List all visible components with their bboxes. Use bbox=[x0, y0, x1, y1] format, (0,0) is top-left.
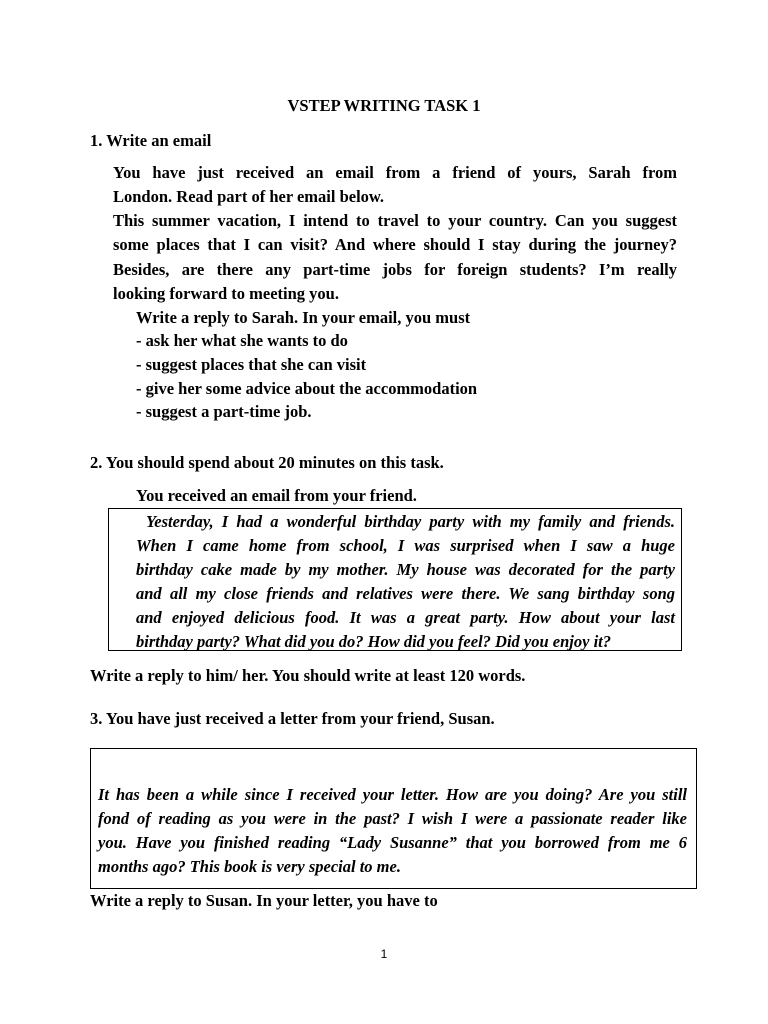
task1-intro-line: You have just received an email from a friend of yours, Sarah from bbox=[113, 163, 677, 182]
task2-email-line: When I came home from school, I was surprised when I saw a huge bbox=[136, 536, 675, 555]
task3-letter-line: you. Have you finished reading “Lady Susanne” that you borrowed from me 6 bbox=[98, 833, 687, 852]
task1-instruction: Write a reply to Sarah. In your email, you must bbox=[136, 308, 471, 327]
task2-email-box bbox=[108, 508, 682, 651]
task2-email-line: birthday cake made by my mother. My house was decorated for the party bbox=[136, 560, 675, 579]
task1-email-line: This summer vacation, I intend to travel to your country. Can you suggest bbox=[113, 211, 677, 230]
task1-intro-line: London. Read part of her email below. bbox=[113, 187, 385, 206]
task3-letter-box bbox=[90, 748, 697, 889]
task1-email-line: Besides, are there any part-time jobs for foreign students? I’m really bbox=[113, 260, 677, 279]
task2-instruction: Write a reply to him/ her. You should write at least 120 words. bbox=[90, 666, 526, 685]
task3-letter-line: fond of reading as you were in the past? I wish I were a passionate reader like bbox=[98, 809, 687, 828]
page-number: 1 bbox=[380, 947, 388, 961]
task1-bullet: - suggest a part-time job. bbox=[136, 402, 312, 421]
task1-bullet: - ask her what she wants to do bbox=[136, 331, 348, 350]
page-title: VSTEP WRITING TASK 1 bbox=[287, 96, 481, 115]
task3-letter-line: months ago? This book is very special to me. bbox=[98, 857, 401, 876]
task2-email-line: and enjoyed delicious food. It was a great party. How about your last bbox=[136, 608, 675, 627]
task1-email-line: some places that I can visit? And where should I stay during the journey? bbox=[113, 235, 677, 254]
task1-email-line: looking forward to meeting you. bbox=[113, 284, 339, 303]
task1-bullet: - suggest places that she can visit bbox=[136, 355, 367, 374]
task2-email-line: Yesterday, I had a wonderful birthday party with my family and friends. bbox=[146, 512, 675, 531]
task1-heading: 1. Write an email bbox=[90, 131, 212, 150]
task2-email-line: birthday party? What did you do? How did you feel? Did you enjoy it? bbox=[136, 632, 611, 651]
task3-instruction: Write a reply to Susan. In your letter, you have to bbox=[90, 891, 438, 910]
task3-letter-line: It has been a while since I received your letter. How are you doing? Are you still bbox=[98, 785, 687, 804]
task1-bullet: - give her some advice about the accommodation bbox=[136, 379, 478, 398]
task2-email-line: and all my close friends and relatives were there. We sang birthday song bbox=[136, 584, 675, 603]
task2-intro: You received an email from your friend. bbox=[136, 486, 417, 505]
task3-heading: 3. You have just received a letter from your friend, Susan. bbox=[90, 709, 495, 728]
task2-heading: 2. You should spend about 20 minutes on this task. bbox=[90, 453, 444, 472]
